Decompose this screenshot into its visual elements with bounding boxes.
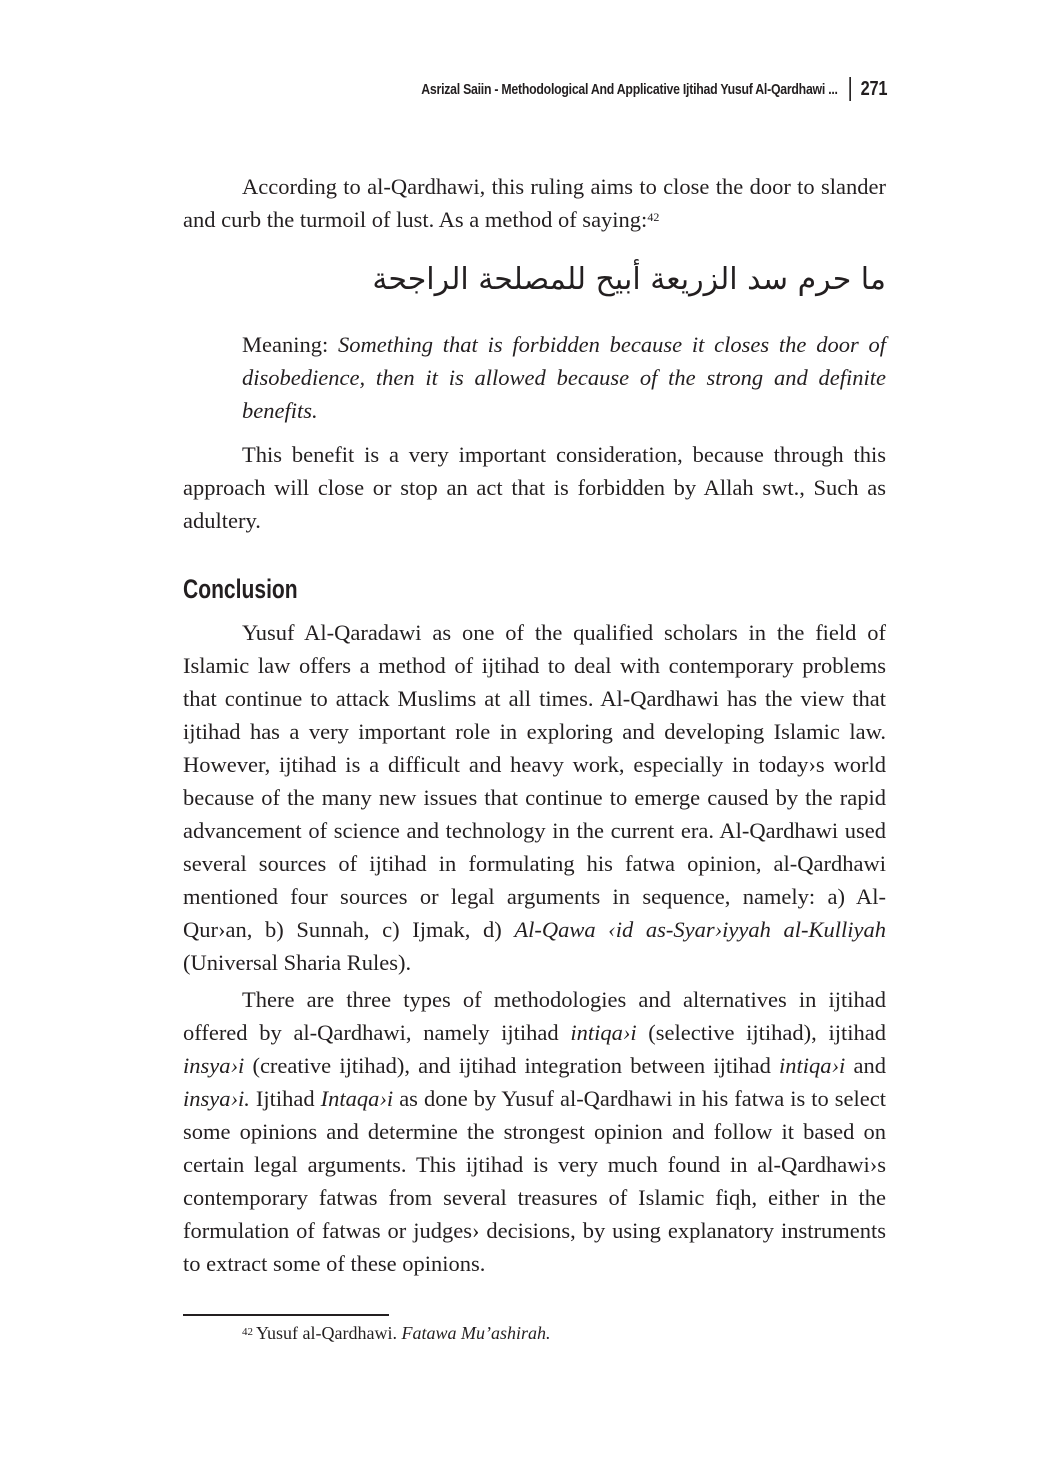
conclusion-2-text-e: Ijtihad bbox=[249, 1086, 321, 1111]
footnote-ref-42: 42 bbox=[647, 210, 660, 224]
conclusion-2-text-d: and bbox=[845, 1053, 886, 1078]
conclusion-2-italic-5: Intaqa›i bbox=[320, 1086, 394, 1111]
footnote-divider bbox=[183, 1314, 389, 1316]
conclusion-1-italic: Al-Qawa ‹id as-Syar›iyyah al-Kulliyah bbox=[514, 917, 886, 942]
conclusion-2-text-a: There are three types of methodologies and alternatives in ijtihad offered by al-Qardhawi, namely ijtihad bbox=[183, 987, 886, 1045]
conclusion-2-italic-1: intiqa›i bbox=[570, 1020, 637, 1045]
paragraph-intro-text: According to al-Qardhawi, this ruling aims to close the door to slander and curb the turmoil of lust. As a method of saying: bbox=[183, 174, 886, 232]
running-title: Asrizal Saiin - Methodological And Applicative Ijtihad Yusuf Al-Qardhawi ... bbox=[420, 80, 838, 98]
running-header bbox=[421, 77, 887, 101]
conclusion-2-text-f: as done by Yusuf al-Qardhawi in his fatwa is to select some opinions and determine the strongest opinion and follow it based on certain legal arguments. This ijtihad is very much found in al-Qardhawi›s contemporary fatwas from several treasures of Islamic fiqh, either in the formulation of fatwas or judges› decisions, by using explanatory instruments to extract some of these opinions. bbox=[183, 1086, 887, 1276]
meaning-block bbox=[242, 328, 886, 427]
footnote-number: 42 bbox=[242, 1326, 253, 1338]
paragraph-benefit-text: This benefit is a very important consideration, because through this approach will close or stop an act that is forbidden by Allah swt., Such as adultery. bbox=[183, 442, 886, 533]
paragraph-intro bbox=[183, 170, 886, 236]
conclusion-2-text-c: (creative ijtihad), and ijtihad integration between ijtihad bbox=[244, 1053, 780, 1078]
paragraph-conclusion-2 bbox=[183, 983, 886, 1280]
section-heading-conclusion: Conclusion bbox=[183, 574, 298, 604]
footnote-title: Fatawa Mu’ashirah. bbox=[401, 1323, 551, 1343]
header-separator bbox=[849, 77, 851, 101]
footnote-42 bbox=[242, 1320, 550, 1346]
paragraph-conclusion-1 bbox=[183, 616, 886, 979]
paragraph-benefit bbox=[183, 438, 886, 537]
conclusion-1-text-b: (Universal Sharia Rules). bbox=[183, 950, 412, 975]
meaning-text: Something that is forbidden because it closes the door of disobedience, then it is allowed because of the strong and definite benefits. bbox=[242, 332, 886, 423]
conclusion-2-italic-3: intiqa›i bbox=[779, 1053, 846, 1078]
conclusion-2-text-b: (selective ijtihad), ijtihad bbox=[636, 1020, 886, 1045]
conclusion-2-italic-4: insya›i. bbox=[183, 1086, 250, 1111]
page-number: 271 bbox=[860, 77, 887, 100]
footnote-text: Yusuf al-Qardhawi. bbox=[256, 1323, 402, 1343]
arabic-quote: ما حرم سد الزريعة أبيح للمصلحة الراجحة bbox=[372, 262, 886, 297]
meaning-label: Meaning: bbox=[242, 332, 339, 357]
conclusion-2-italic-2: insya›i bbox=[183, 1053, 245, 1078]
conclusion-1-text-a: Yusuf Al-Qaradawi as one of the qualified scholars in the field of Islamic law offers a method of ijtihad to deal with contemporary problems that continue to attack Muslims at all times. Al-Qardhawi has the view that ijtihad has a very important role in exploring and developing Islamic law. However, ijtihad is a difficult and heavy work, especially in today›s world because of the many new issues that continue to emerge caused by the rapid advancement of science and technology in the current era. Al-Qardhawi used several sources of ijtihad in formulating his fatwa opinion, al-Qardhawi mentioned four sources or legal arguments in sequence, namely: a) Al-Qur›an, b) Sunnah, c) Ijmak, d) bbox=[183, 620, 886, 942]
